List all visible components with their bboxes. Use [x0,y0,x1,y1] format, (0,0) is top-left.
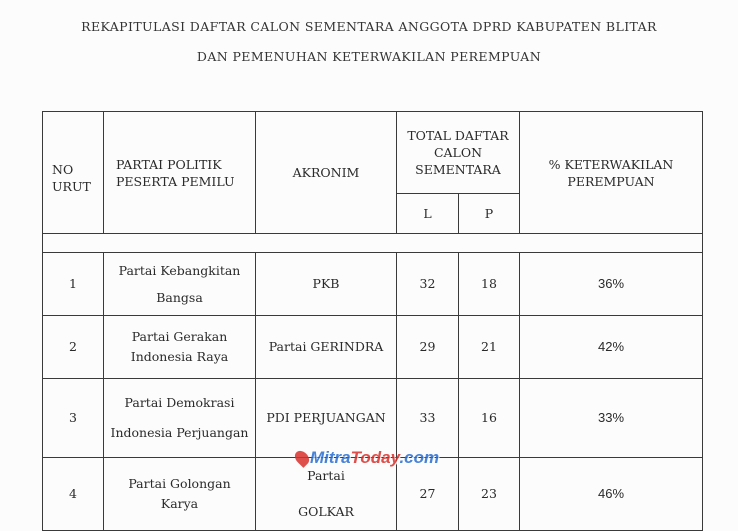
cell-no: 3 [43,379,104,458]
header-keterwakilan-perempuan: % KETERWAKILAN PEREMPUAN [520,112,703,234]
cell-pct: 33% [520,379,703,458]
cell-partai: Partai Gerakan Indonesia Raya [104,316,256,379]
document-title-line-2: DAN PEMENUHAN KETERWAKILAN PEREMPUAN [196,49,542,64]
cell-partai: Partai Demokrasi Indonesia Perjuangan [104,379,256,458]
cell-partai: Partai Golongan Karya [104,458,256,531]
cell-p: 18 [459,253,520,316]
cell-p: 23 [459,458,520,531]
cell-p: 16 [459,379,520,458]
cell-akronim: PKB [256,253,397,316]
cell-l: 33 [397,379,459,458]
cell-akronim: PDI PERJUANGAN [256,379,397,458]
header-separator-row [43,234,703,253]
cell-p: 21 [459,316,520,379]
header-l: L [397,194,459,234]
cell-l: 32 [397,253,459,316]
location-pin-icon [292,448,312,468]
header-partai-politik: PARTAI POLITIK PESERTA PEMILU [104,112,256,234]
cell-akronim: Partai GOLKAR [256,458,397,531]
document-title-line-1: REKAPITULASI DAFTAR CALON SEMENTARA ANGGOTA DPRD KABUPATEN BLITAR [81,19,657,34]
cell-pct: 36% [520,253,703,316]
cell-pct: 42% [520,316,703,379]
site-watermark [296,445,439,471]
cell-l: 27 [397,458,459,531]
header-no-urut: NO URUT [43,112,104,234]
cell-no: 4 [43,458,104,531]
cell-pct: 46% [520,458,703,531]
cell-akronim: Partai GERINDRA [256,316,397,379]
cell-no: 1 [43,253,104,316]
header-akronim: AKRONIM [256,112,397,234]
cell-partai: Partai Kebangkitan Bangsa [104,253,256,316]
cell-l: 29 [397,316,459,379]
header-total-daftar-calon: TOTAL DAFTAR CALON SEMENTARA [397,112,520,194]
cell-no: 2 [43,316,104,379]
header-p: P [459,194,520,234]
watermark-text: MitraToday.com [310,448,440,467]
table-row [43,253,703,316]
table-row [43,316,703,379]
